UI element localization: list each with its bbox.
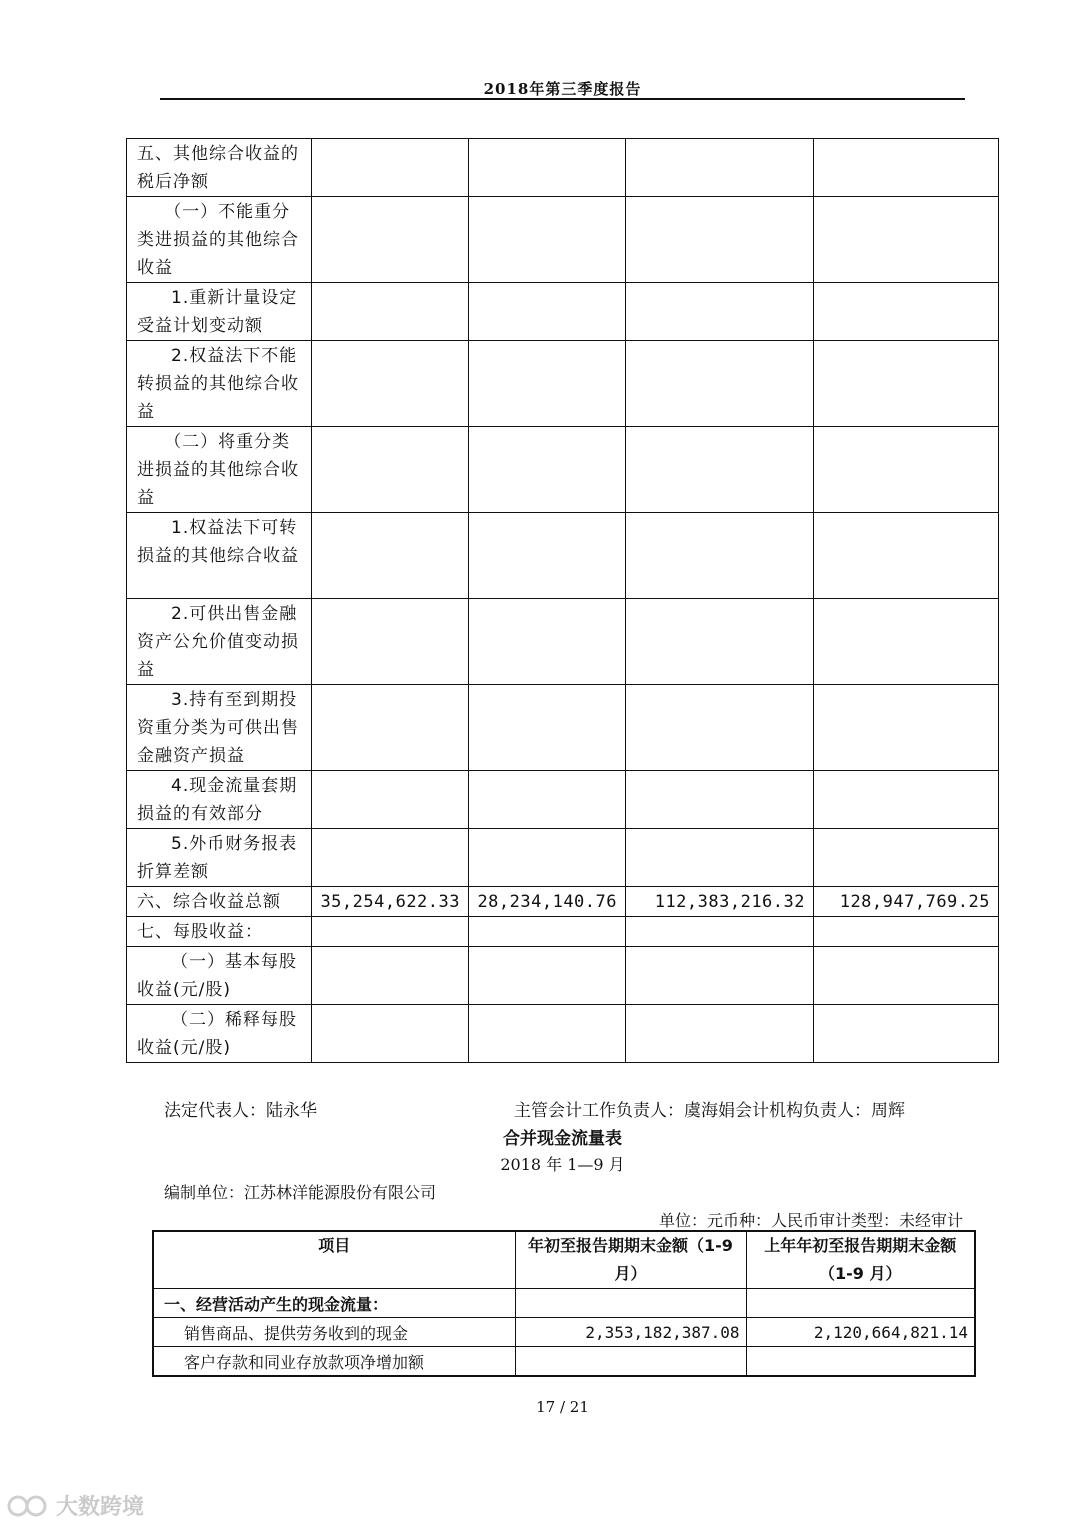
cell-value [312,599,469,685]
row-label: 七、每股收益： [127,917,312,947]
watermark [6,1490,144,1521]
cell-value [626,829,814,887]
cell-value [626,1005,814,1063]
cell-value [469,599,626,685]
row-label: （一）不能重分类进损益的其他综合收益 [127,197,312,283]
cell-value [312,513,469,599]
cell-value [626,513,814,599]
cell-value [814,917,999,947]
cell-value [814,197,999,283]
row-label: 2.权益法下不能转损益的其他综合收益 [127,341,312,427]
cell-value [814,341,999,427]
row-label: 2.可供出售金融资产公允价值变动损益 [127,599,312,685]
cell-value [469,341,626,427]
cell-value [515,1289,746,1318]
cell-value [814,599,999,685]
cash-flow-title: 合并现金流量表 [503,1129,622,1149]
cell-value [312,197,469,283]
cell-value [814,283,999,341]
row-label: 1.重新计量设定受益计划变动额 [127,283,312,341]
cell-value [312,427,469,513]
column-header: 上年年初至报告期期末金额（1-9 月） [746,1231,975,1289]
cell-value [469,947,626,1005]
row-label: （二）稀释每股收益(元/股) [127,1005,312,1063]
income-statement-table [126,138,999,1063]
cell-value [469,1005,626,1063]
row-label: 一、经营活动产生的现金流量： [153,1289,515,1318]
cell-value [626,685,814,771]
cell-value [626,771,814,829]
cell-value [626,599,814,685]
cell-value [312,685,469,771]
legal-representative: 法定代表人：陆永华 [164,1101,317,1121]
table-row [127,197,999,283]
row-label: 六、综合收益总额 [127,887,312,917]
table-row [127,685,999,771]
cell-value [515,1347,746,1377]
cell-value [469,427,626,513]
watermark-logo-icon [6,1493,50,1519]
cell-value [469,197,626,283]
row-label: 客户存款和同业存放款项净增加额 [153,1347,515,1377]
table-row [127,887,999,917]
cell-value [626,917,814,947]
cell-value [312,947,469,1005]
row-label: 5.外币财务报表折算差额 [127,829,312,887]
cell-value [469,829,626,887]
cell-value [814,513,999,599]
unit-currency-audit: 单位：元币种：人民币审计类型：未经审计 [658,1211,963,1230]
watermark-text: 大数跨境 [56,1495,145,1520]
cell-value [626,341,814,427]
table-row [127,139,999,197]
header-row [153,1231,975,1289]
row-label: 五、其他综合收益的税后净额 [127,139,312,197]
cell-value [626,427,814,513]
row-label: 销售商品、提供劳务收到的现金 [153,1318,515,1347]
row-label: （二）将重分类进损益的其他综合收益 [127,427,312,513]
cell-value [469,513,626,599]
cell-value [814,427,999,513]
table-row [127,1005,999,1063]
cell-value [626,139,814,197]
cell-value [312,829,469,887]
cell-value [746,1289,975,1318]
row-label: 3.持有至到期投资重分类为可供出售金融资产损益 [127,685,312,771]
cell-value: 35,254,622.33 [312,887,469,917]
cell-value [469,771,626,829]
cell-value [746,1347,975,1377]
cell-value [814,771,999,829]
accounting-signatures: 主管会计工作负责人：虞海娟会计机构负责人：周辉 [514,1101,905,1121]
cell-value [814,685,999,771]
table-row [127,427,999,513]
cash-flow-table [152,1230,976,1377]
column-header: 项目 [153,1231,515,1289]
table-row [127,283,999,341]
cell-value: 28,234,140.76 [469,887,626,917]
cell-value [312,1005,469,1063]
table-row [127,599,999,685]
cell-value [814,829,999,887]
row-label: 4.现金流量套期损益的有效部分 [127,771,312,829]
cell-value: 2,120,664,821.14 [746,1318,975,1347]
page-number: 17 / 21 [536,1398,589,1416]
cell-value: 2,353,182,387.08 [515,1318,746,1347]
table-row [127,829,999,887]
report-header-title: 2018年第三季度报告 [483,80,642,98]
cell-value [626,947,814,1005]
cell-value [312,283,469,341]
table-row [153,1289,975,1318]
cell-value [626,197,814,283]
compiling-unit: 编制单位：江苏林洋能源股份有限公司 [164,1183,437,1202]
cell-value [814,947,999,1005]
cell-value [312,139,469,197]
cell-value [469,139,626,197]
cash-flow-period: 2018 年 1—9 月 [500,1155,625,1174]
header-rule [160,98,965,100]
cell-value: 112,383,216.32 [626,887,814,917]
cell-value [469,685,626,771]
table-row [127,771,999,829]
table-row [153,1347,975,1377]
cell-value [469,283,626,341]
table-row [127,917,999,947]
cell-value: 128,947,769.25 [814,887,999,917]
cell-value [626,283,814,341]
cell-value [469,917,626,947]
cell-value [312,771,469,829]
table-row [127,341,999,427]
column-header: 年初至报告期期末金额（1-9 月） [515,1231,746,1289]
row-label: 1.权益法下可转损益的其他综合收益 [127,513,312,599]
cell-value [312,917,469,947]
table-row [153,1318,975,1347]
table-row [127,513,999,599]
table-row [127,947,999,1005]
cell-value [814,139,999,197]
cell-value [312,341,469,427]
row-label: （一）基本每股收益(元/股) [127,947,312,1005]
cell-value [814,1005,999,1063]
